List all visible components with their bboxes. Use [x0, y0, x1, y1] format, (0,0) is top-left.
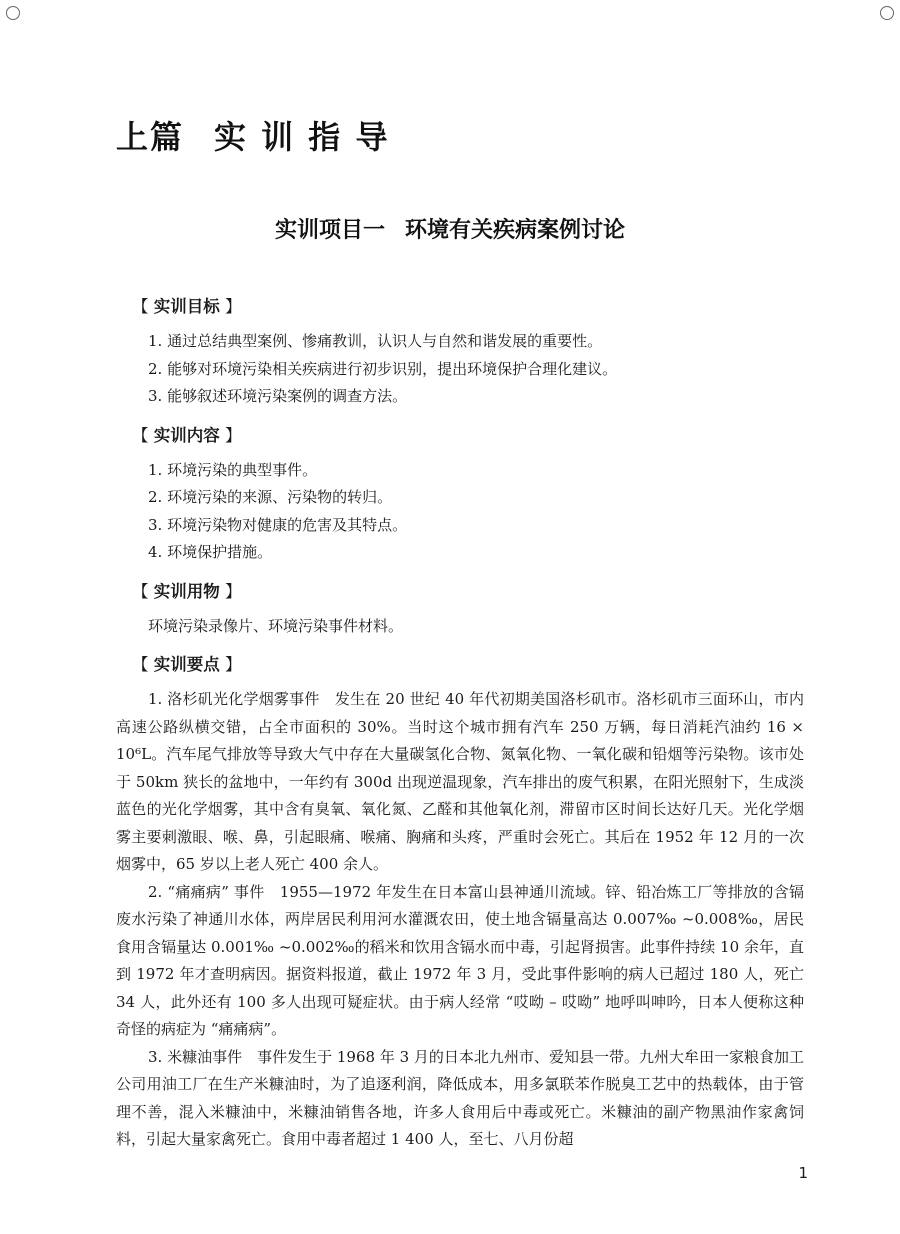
- project-name: 环境有关疾病案例讨论: [405, 218, 626, 243]
- materials-text: 环境污染录像片、环境污染事件材料。: [148, 616, 404, 635]
- corner-mark-right: [880, 6, 894, 20]
- section-heading-materials: 【 实训用物 】: [132, 581, 242, 601]
- part-title-prefix: 上篇: [116, 118, 185, 156]
- list-item: 3. 能够叙述环境污染案例的调查方法。: [148, 387, 408, 405]
- project-number: 实训项目一: [274, 218, 385, 243]
- corner-mark-left: [6, 6, 20, 20]
- list-item: 1. 通过总结典型案例、惨痛教训，认识人与自然和谐发展的重要性。: [148, 332, 603, 350]
- list-item: 3. 环境污染物对健康的危害及其特点。: [148, 515, 408, 534]
- list-item: 1. 环境污染的典型事件。: [148, 460, 318, 479]
- page-content: [116, 288, 804, 1154]
- case-paragraph-itaiitai: 2. “痛痛病” 事件 1955—1972 年发生在日本富山县神通川流域。锌、铅冶炼工厂等排放的含镉废水污染了神通川水体，两岸居民利用河水灌溉农田，使土地含镉量高达 0.007‰ ~0.008‰，居民食用含镉量达 0.001‰ ~0.002‰的稻米和饮用含镉水而中毒，引起肾损害。此事件持续 10 余年，直到 1972 年才查明病因。据资料报道，截止 1972 年 3 月，受此事件影响的病人已超过 180 人，死亡 34 人，此外还有 100 多人出现可疑症状。由于病人经常 “哎呦 – 哎呦” 地呼叫呻吟，日本人便称这种奇怪的病症为 “痛痛病”。: [116, 882, 804, 1038]
- case-paragraph-losangeles: 1. 洛杉矶光化学烟雾事件 发生在 20 世纪 40 年代初期美国洛杉矶市。洛杉矶市三面环山，市内高速公路纵横交错，占全市面积的 30%。当时这个城市拥有汽车 250 万辆，每日消耗汽油约 16 × 10⁶L。汽车尾气排放等导致大气中存在大量碳氢化合物、氮氧化物、一氧化碳和铅烟等污染物。该市处于 50km 狭长的盆地中，一年约有 300d 出现逆温现象，汽车排出的废气积累，在阳光照射下，生成淡蓝色的光化学烟雾，其中含有臭氧、氧化氮、乙醛和其他氧化剂，滞留市区时间长达好几天。光化学烟雾主要刺激眼、喉、鼻，引起眼痛、喉痛、胸痛和头疼，严重时会死亡。其后在 1952 年 12 月的一次烟雾中，65 岁以上老人死亡 400 余人。: [116, 690, 804, 873]
- section-heading-goals: 【 实训目标 】: [132, 297, 242, 316]
- list-item: 2. 能够对环境污染相关疾病进行初步识别，提出环境保护合理化建议。: [148, 359, 618, 378]
- goals-list: [116, 328, 804, 411]
- list-item: 4. 环境保护措施。: [148, 543, 273, 561]
- section-heading-points: 【 实训要点 】: [132, 655, 242, 674]
- page-number: 1: [798, 1164, 808, 1182]
- project-title: [0, 213, 900, 244]
- list-item: 2. 环境污染的来源、污染物的转归。: [148, 488, 393, 506]
- contents-list: [116, 457, 804, 567]
- part-title: [116, 112, 389, 158]
- section-heading-contents: 【 实训内容 】: [132, 425, 242, 445]
- case-paragraph-rice-bran-oil: 3. 米糠油事件 事件发生于 1968 年 3 月的日本北九州市、爱知县一带。九州大牟田一家粮食加工公司用油工厂在生产米糠油时，为了追逐利润，降低成本，用多氯联苯作脱臭工艺中的热载体，由于管理不善，混入米糠油中，米糠油销售各地，许多人食用后中毒或死亡。米糠油的副产物黑油作家禽饲料，引起大量家禽死亡。食用中毒者超过 1 400 人，至七、八月份超: [116, 1047, 804, 1148]
- part-title-main: 实 训 指 导: [214, 118, 390, 156]
